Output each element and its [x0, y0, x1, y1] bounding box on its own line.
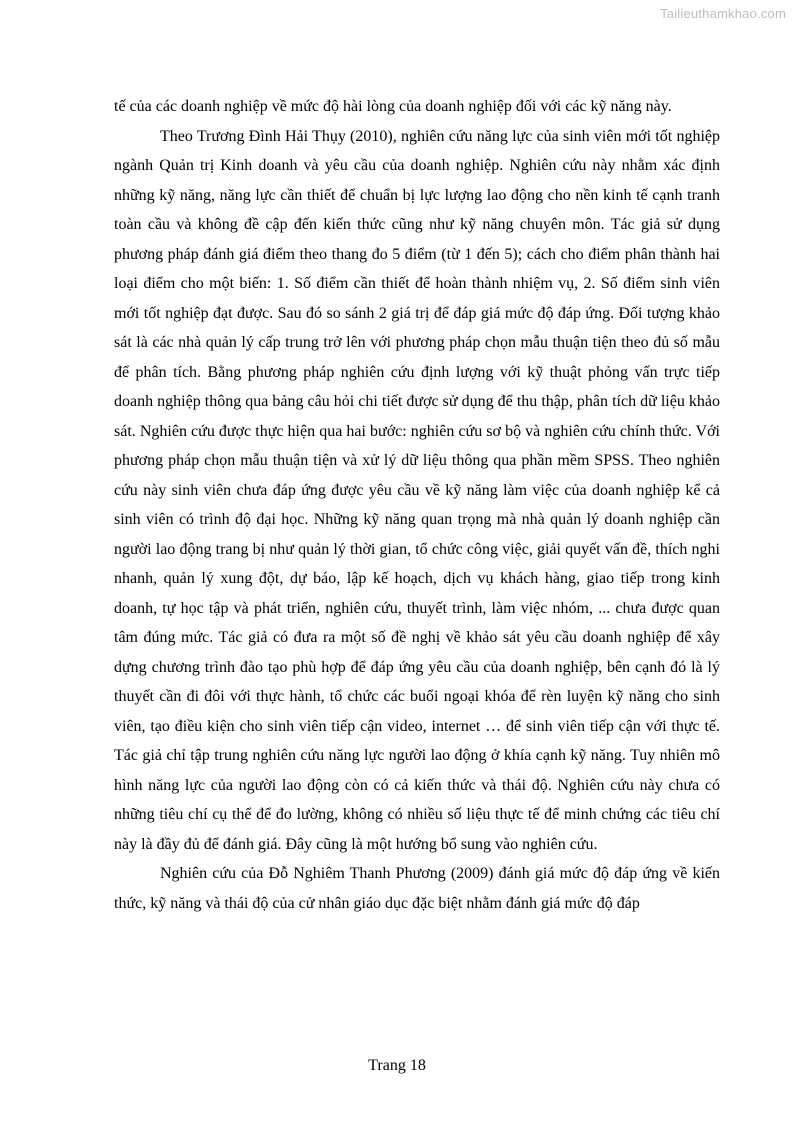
paragraph-continuation: tế của các doanh nghiệp về mức độ hài lòng của doanh nghiệp đối với các kỹ năng này.	[114, 98, 672, 115]
page-number: Trang 18	[368, 1057, 426, 1074]
document-body	[114, 92, 720, 918]
paragraph-truong-dinh-hai-thuy: Theo Trương Đình Hải Thụy (2010), nghiên cứu năng lực của sinh viên mới tốt nghiệp ngành Quản trị Kinh doanh và yêu cầu của doanh nghiệp. Nghiên cứu này nhằm xác định những kỹ năng, năng lực cần thiết để chuẩn bị lực lượng lao động cho nền kinh tế cạnh tranh toàn cầu và không đề cập đến kiến thức cũng như kỹ năng chuyên môn. Tác giả sử dụng phương pháp đánh giá điểm theo thang đo 5 điểm (từ 1 đến 5); cách cho điểm phân thành hai loại điểm cho một biến: 1. Số điểm cần thiết để hoàn thành nhiệm vụ, 2. Số điểm sinh viên mới tốt nghiệp đạt được. Sau đó so sánh 2 giá trị để đáp giá mức độ đáp ứng. Đối tượng khảo sát là các nhà quản lý cấp trung trở lên với phương pháp chọn mẫu thuận tiện theo đủ số mẫu để phân tích. Bằng phương pháp nghiên cứu định lượng với kỹ thuật phỏng vấn trực tiếp doanh nghiệp thông qua bảng câu hỏi chi tiết được sử dụng để thu thập, phân tích dữ liệu khảo sát. Nghiên cứu được thực hiện qua hai bước: nghiên cứu sơ bộ và nghiên cứu chính thức. Với phương pháp chọn mẫu thuận tiện và xử lý dữ liệu thông qua phần mềm SPSS. Theo nghiên cứu này sinh viên chưa đáp ứng được yêu cầu về kỹ năng làm việc của doanh nghiệp kể cả sinh viên có trình độ đại học. Những kỹ năng quan trọng mà nhà quản lý doanh nghiệp cần người lao động trang bị như quản lý thời gian, tổ chức công việc, giải quyết vấn đề, thích nghi nhanh, quản lý xung đột, dự báo, lập kế hoạch, dịch vụ khách hàng, giao tiếp trong kinh doanh, tự học tập và phát triển, nghiên cứu, thuyết trình, làm việc nhóm, ... chưa được quan tâm đúng mức. Tác giả có đưa ra một số đề nghị về khảo sát yêu cầu doanh nghiệp để xây dựng chương trình đào tạo phù hợp để đáp ứng yêu cầu của doanh nghiệp, bên cạnh đó là lý thuyết cần đi đôi với thực hành, tổ chức các buổi ngoại khóa để rèn luyện kỹ năng cho sinh viên, tạo điều kiện cho sinh viên tiếp cận video, internet … để sinh viên tiếp cận với thực tế. Tác giả chỉ tập trung nghiên cứu năng lực người lao động ở khía cạnh kỹ năng. Tuy nhiên mô hình năng lực của người lao động còn có cả kiến thức và thái độ. Nghiên cứu này chưa có những tiêu chí cụ thể để đo lường, không có nhiều số liệu thực tế để minh chứng các tiêu chí này là đầy đủ để đánh giá. Đây cũng là một hướng bổ sung vào nghiên cứu.	[114, 127, 720, 853]
paragraph-do-nghiem-thanh-phuong: Nghiên cứu của Đỗ Nghiêm Thanh Phương (2009) đánh giá mức độ đáp ứng về kiến thức, kỹ năng và thái độ của cử nhân giáo dục đặc biệt nhằm đánh giá mức độ đáp	[114, 865, 720, 912]
watermark: Tailieuthamkhao.com	[660, 6, 786, 21]
